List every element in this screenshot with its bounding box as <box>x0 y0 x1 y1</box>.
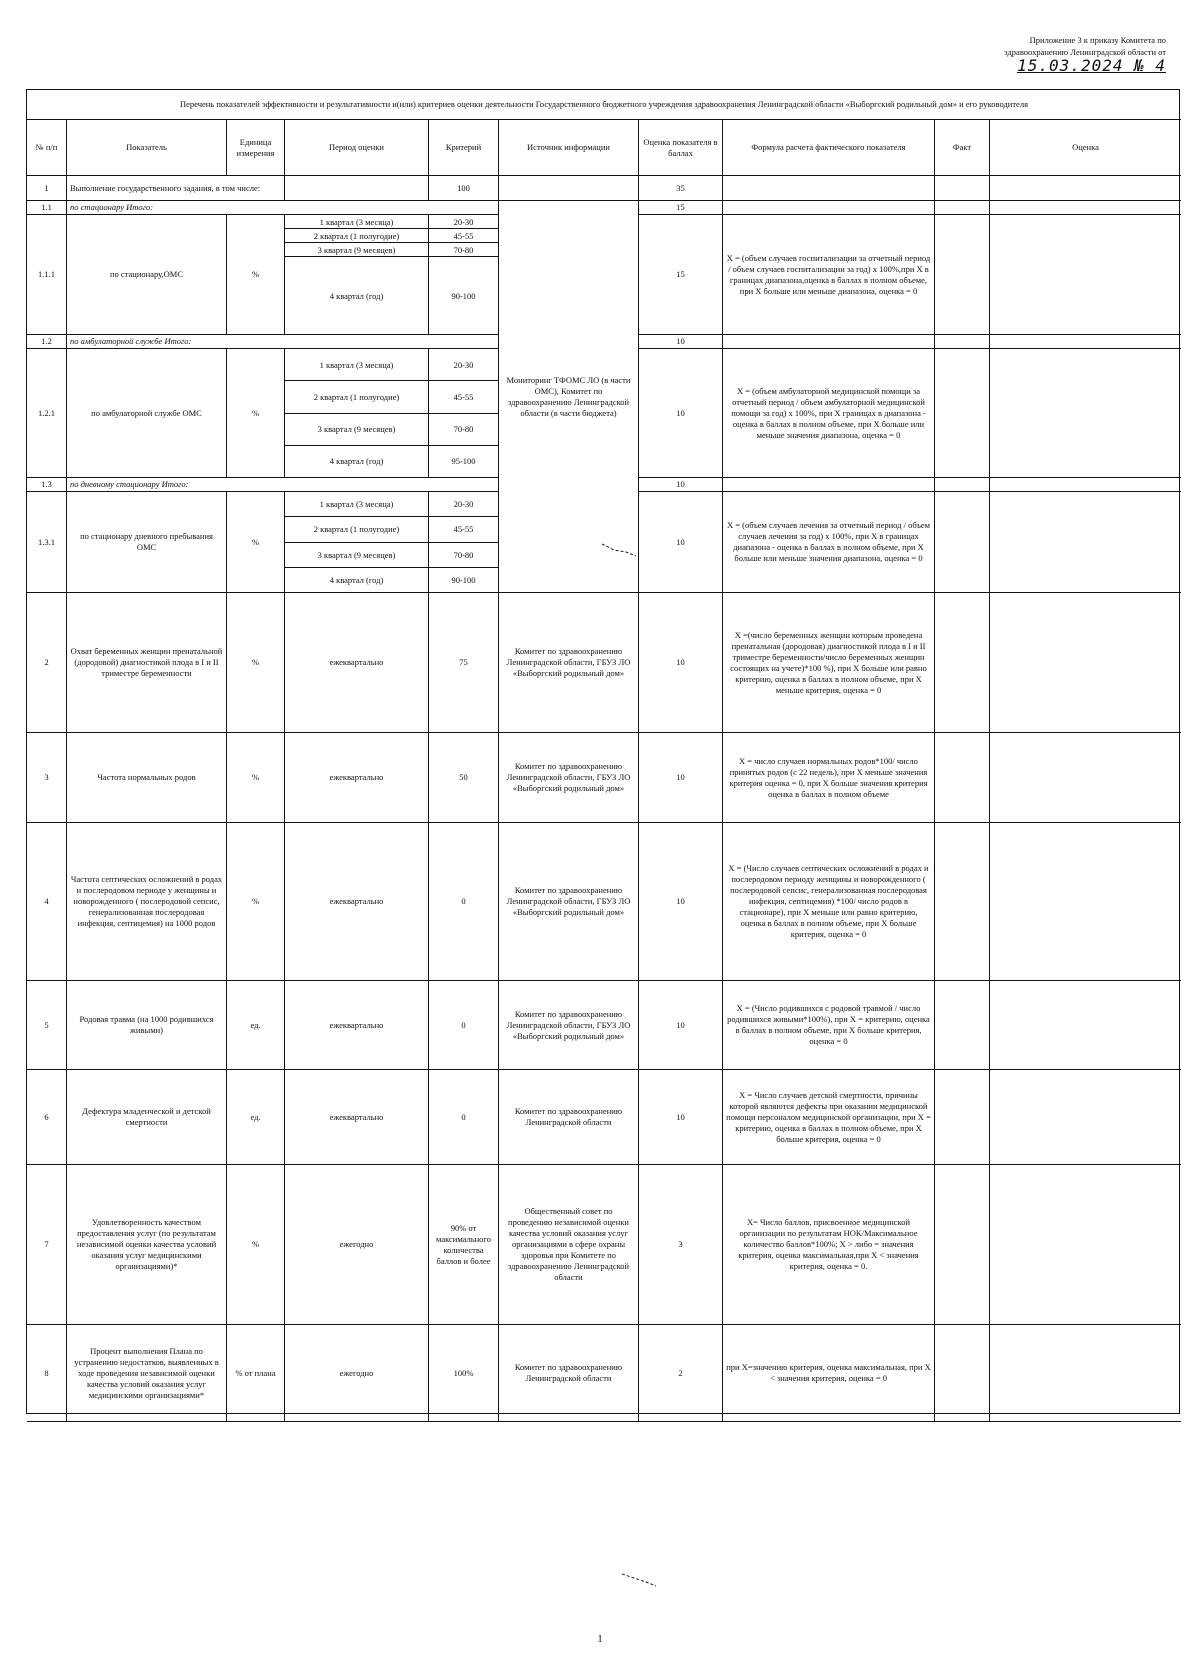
row6-criterion: 0 <box>429 1070 499 1165</box>
row13-score: 10 <box>639 478 723 492</box>
col-header-evaluation: Оценка <box>990 120 1181 176</box>
row111-formula: X = (объем случаев госпитализации за отчетный период / объем случаев госпитализации за год) x 100%,при X в границах диапазона,оценка в баллах в полном объеме, при X больше или меньше диапазона, оценка = 0 <box>723 215 935 335</box>
col-header-criterion: Критерий <box>429 120 499 176</box>
row131-criterion-4: 90-100 <box>451 574 476 585</box>
row1-criterion: 100 <box>429 176 499 201</box>
row12-formula <box>723 335 935 349</box>
row5-fact <box>935 981 990 1070</box>
row2-name: Охват беременных женщин пренатальной (дородовой) диагностикой плода в I и II триместре беременности <box>67 593 227 733</box>
header-line-1: Приложение 3 к приказу Комитета по <box>1029 35 1166 45</box>
row2-score: 10 <box>639 593 723 733</box>
header-date: 15.03.2024 № 4 <box>1017 56 1166 75</box>
row3-unit: % <box>227 733 285 823</box>
row111-name: по стационару,ОМС <box>67 215 227 335</box>
row4-formula: X = (Число случаев септических осложнений в родах и послеродовом периоду женщины и новорожденного ( послеродовой сепсис, генерализованная послеродовая инфекция, септицемия) *100/ число родов в стационаре), при X меньше или равно критерию, оценка в баллах в полном объеме, при X больше критерия, оценка = 0 <box>723 823 935 981</box>
row2-formula: X =(число беременных женщин которым проведена пренатальная (дородовая) диагностикой плода в I и II триместре беременности/число беременных женщин состоящих на учете)*100 %), при X больше или равно критерию, оценка в баллах в полном объеме, при X меньше критерия, оценка = 0 <box>723 593 935 733</box>
row2-num: 2 <box>27 593 67 733</box>
row6-period: ежеквартально <box>285 1070 429 1165</box>
row7-criterion: 90% от максимального количества баллов и более <box>429 1165 499 1325</box>
row121-period-3: 3 квартал (9 месяцев) <box>285 414 428 446</box>
document-header <box>1004 34 1166 74</box>
row6-evaluation <box>990 1070 1181 1165</box>
row131-period-4: 4 квартал (год) <box>329 574 384 585</box>
row121-criterion-3: 70-80 <box>429 414 498 446</box>
row11-name: по стационару Итого: <box>67 201 499 215</box>
row121-name: по амбулаторной службе ОМС <box>67 349 227 478</box>
row6-score: 10 <box>639 1070 723 1165</box>
row12-fact <box>935 335 990 349</box>
row121-criteria <box>429 349 499 478</box>
indicators-table <box>26 89 1180 1414</box>
row7-unit: % <box>227 1165 285 1325</box>
row1-formula <box>723 176 935 201</box>
row8-source: Комитет по здравоохранению Ленинградской области <box>499 1325 639 1422</box>
row131-periods <box>285 492 429 593</box>
row111-period-1: 1 квартал (3 месяца) <box>285 215 428 229</box>
row131-unit: % <box>227 492 285 593</box>
row3-score: 10 <box>639 733 723 823</box>
row4-name: Частота септических осложнений в родах и послеродовом периоде у женщины и новорожденного ( послеродовой сепсис, генерализованная послеродовая инфекция, септицемия) на 1000 родов <box>67 823 227 981</box>
row7-period: ежегодно <box>285 1165 429 1325</box>
row131-period-3: 3 квартал (9 месяцев) <box>285 543 428 568</box>
row8-criterion: 100% <box>429 1325 499 1422</box>
row111-criterion-2: 45-55 <box>429 229 498 243</box>
row11-evaluation <box>990 201 1181 215</box>
row1-name: Выполнение государственного задания, в том числе: <box>67 176 285 201</box>
row4-evaluation <box>990 823 1181 981</box>
row7-score: 3 <box>639 1165 723 1325</box>
row4-fact <box>935 823 990 981</box>
row3-formula: X = число случаев нормальных родов*100/ число принятых родов (с 22 недель), при X меньше значения критерия оценка = 0, при X больше значения критерия оценка в баллах в полном объеме <box>723 733 935 823</box>
row111-num: 1.1.1 <box>27 215 67 335</box>
pen-mark <box>600 540 640 560</box>
row111-criterion-1: 20-30 <box>429 215 498 229</box>
row121-period-1: 1 квартал (3 месяца) <box>285 349 428 381</box>
row111-criteria <box>429 215 499 335</box>
row111-period-3: 3 квартал (9 месяцев) <box>285 243 428 257</box>
row11-fact <box>935 201 990 215</box>
row121-evaluation <box>990 349 1181 478</box>
row13-num: 1.3 <box>27 478 67 492</box>
row3-criterion: 50 <box>429 733 499 823</box>
row111-unit: % <box>227 215 285 335</box>
row6-fact <box>935 1070 990 1165</box>
col-header-num: № п/п <box>27 120 67 176</box>
row6-formula: X = Число случаев детской смертности, причины которой являются дефекты при оказании медицинской помощи персоналом медицинской организации, при X = критерию, оценка в баллах в полном объеме, при X больше критерия, оценка = 0 <box>723 1070 935 1165</box>
row12-name: по амбулаторной службе Итого: <box>67 335 499 349</box>
row8-period: ежегодно <box>285 1325 429 1422</box>
row111-criterion-3: 70-80 <box>429 243 498 257</box>
row1-evaluation <box>990 176 1181 201</box>
row5-score: 10 <box>639 981 723 1070</box>
row2-fact <box>935 593 990 733</box>
pen-mark <box>620 1570 660 1590</box>
row8-unit: % от плана <box>227 1325 285 1422</box>
row5-unit: ед. <box>227 981 285 1070</box>
row131-name: по стационару дневного пребывания ОМС <box>67 492 227 593</box>
row3-fact <box>935 733 990 823</box>
col-header-formula: Формула расчета фактического показателя <box>723 120 935 176</box>
row8-formula: при X=значению критерия, оценка максимальная, при X < значения критерия, оценка = 0 <box>723 1325 935 1422</box>
row11-num: 1.1 <box>27 201 67 215</box>
row12-evaluation <box>990 335 1181 349</box>
row121-score: 10 <box>639 349 723 478</box>
row8-score: 2 <box>639 1325 723 1422</box>
row2-evaluation <box>990 593 1181 733</box>
row5-num: 5 <box>27 981 67 1070</box>
row6-num: 6 <box>27 1070 67 1165</box>
row5-name: Родовая травма (на 1000 родившихся живыми) <box>67 981 227 1070</box>
row7-fact <box>935 1165 990 1325</box>
row5-formula: X = (Число родившихся с родовой травмой / число родившихся живыми*100%), при X = критерию, оценка в баллах в полном объеме, при X больше критерия, оценка = 0 <box>723 981 935 1070</box>
row131-criterion-1: 20-30 <box>429 492 498 517</box>
row6-unit: ед. <box>227 1070 285 1165</box>
row4-num: 4 <box>27 823 67 981</box>
row121-num: 1.2.1 <box>27 349 67 478</box>
row1-fact <box>935 176 990 201</box>
row12-score: 10 <box>639 335 723 349</box>
row3-num: 3 <box>27 733 67 823</box>
row3-evaluation <box>990 733 1181 823</box>
row121-criterion-4: 95-100 <box>451 456 476 467</box>
table-title: Перечень показателей эффективности и результативности и(или) критериев оценки деятельности Государственного бюджетного учреждения здравоохранения Ленинградской области «Выборгский родильный дом» и его руководителя <box>27 90 1181 120</box>
row2-period: ежеквартально <box>285 593 429 733</box>
row4-unit: % <box>227 823 285 981</box>
row111-score: 15 <box>639 215 723 335</box>
row8-fact <box>935 1325 990 1422</box>
row8-num: 8 <box>27 1325 67 1422</box>
row7-formula: X= Число баллов, присвоенное медицинской организации по результатам НОК/Максимальное количество баллов*100%; X > либо = значения критерия, оценка максимальная,при X < значения критерия, оценка = 0. <box>723 1165 935 1325</box>
row4-source: Комитет по здравоохранению Ленинградской области, ГБУЗ ЛО «Выборгский родильный дом» <box>499 823 639 981</box>
row121-criterion-1: 20-30 <box>429 349 498 381</box>
col-header-period: Период оценки <box>285 120 429 176</box>
row1-score: 35 <box>639 176 723 201</box>
row131-fact <box>935 492 990 593</box>
row13-fact <box>935 478 990 492</box>
row7-name: Удовлетворенность качеством предоставления услуг (по результатам независимой оценки качества условий оказания услуг медицинскими организациями)* <box>67 1165 227 1325</box>
row13-name: по дневному стационару Итого: <box>67 478 499 492</box>
row121-period-4: 4 квартал (год) <box>329 456 384 467</box>
row111-evaluation <box>990 215 1181 335</box>
row2-source: Комитет по здравоохранению Ленинградской области, ГБУЗ ЛО «Выборгский родильный дом» <box>499 593 639 733</box>
row131-criteria <box>429 492 499 593</box>
row131-period-2: 2 квартал (1 полугодие) <box>285 517 428 542</box>
row11-score: 15 <box>639 201 723 215</box>
row2-unit: % <box>227 593 285 733</box>
col-header-unit: Единица измерения <box>227 120 285 176</box>
col-header-source: Источник информации <box>499 120 639 176</box>
row8-evaluation <box>990 1325 1181 1422</box>
row131-criterion-2: 45-55 <box>429 517 498 542</box>
row111-criterion-4: 90-100 <box>451 290 476 301</box>
row131-period-1: 1 квартал (3 месяца) <box>285 492 428 517</box>
header-line-2: здравоохранению Ленинградской области от <box>1004 47 1166 57</box>
row1-source <box>499 176 639 201</box>
row4-period: ежеквартально <box>285 823 429 981</box>
row111-fact <box>935 215 990 335</box>
row5-criterion: 0 <box>429 981 499 1070</box>
row6-source: Комитет по здравоохранению Ленинградской области <box>499 1070 639 1165</box>
row6-name: Дефектура младенческой и детской смертности <box>67 1070 227 1165</box>
row111-periods <box>285 215 429 335</box>
row13-formula <box>723 478 935 492</box>
row5-period: ежеквартально <box>285 981 429 1070</box>
row7-source: Общественный совет по проведению независимой оценки качества условий оказания услуг организациями в сфере охраны здоровья при Комитете по здравоохранению Ленинградской области <box>499 1165 639 1325</box>
row1-num: 1 <box>27 176 67 201</box>
row121-unit: % <box>227 349 285 478</box>
source-monitoring: Мониторинг ТФОМС ЛО (в части ОМС), Комитет по здравоохранению Ленинградской области (в части бюджета) <box>499 201 639 593</box>
row111-period-4: 4 квартал (год) <box>329 290 384 301</box>
row3-name: Частота нормальных родов <box>67 733 227 823</box>
row131-formula: X = (объем случаев лечения за отчетный период / объем случаев лечения за год) x 100%, при X в границах диапазона - оценка в баллах в полном объеме, при X больше или меньше значения диапазона, оценка = 0 <box>723 492 935 593</box>
row111-period-2: 2 квартал (1 полугодие) <box>285 229 428 243</box>
col-header-indicator: Показатель <box>67 120 227 176</box>
row1-period <box>285 176 429 201</box>
row12-num: 1.2 <box>27 335 67 349</box>
row131-score: 10 <box>639 492 723 593</box>
row8-name: Процент выполнения Плана по устранению недостатков, выявленных в ходе проведения независимой оценки качества условий оказания услуг медицинскими организациями* <box>67 1325 227 1422</box>
col-header-score: Оценка показателя в баллах <box>639 120 723 176</box>
row5-evaluation <box>990 981 1181 1070</box>
row121-criterion-2: 45-55 <box>429 381 498 413</box>
row5-source: Комитет по здравоохранению Ленинградской области, ГБУЗ ЛО «Выборгский родильный дом» <box>499 981 639 1070</box>
row131-evaluation <box>990 492 1181 593</box>
row2-criterion: 75 <box>429 593 499 733</box>
row3-period: ежеквартально <box>285 733 429 823</box>
row121-formula: X = (объем амбулаторной медицинской помощи за отчетный период / объем амбулаторной медицинской помощи за год) x 100%, при X границах в диапазона - оценка в баллах в полном объеме, при X больше или меньше значения диапазона, оценка = 0 <box>723 349 935 478</box>
row11-formula <box>723 201 935 215</box>
row7-evaluation <box>990 1165 1181 1325</box>
row121-period-2: 2 квартал (1 полугодие) <box>285 381 428 413</box>
row7-num: 7 <box>27 1165 67 1325</box>
row131-num: 1.3.1 <box>27 492 67 593</box>
col-header-fact: Факт <box>935 120 990 176</box>
row4-score: 10 <box>639 823 723 981</box>
row4-criterion: 0 <box>429 823 499 981</box>
row131-criterion-3: 70-80 <box>429 543 498 568</box>
row121-periods <box>285 349 429 478</box>
row121-fact <box>935 349 990 478</box>
row3-source: Комитет по здравоохранению Ленинградской области, ГБУЗ ЛО «Выборгский родильный дом» <box>499 733 639 823</box>
row13-evaluation <box>990 478 1181 492</box>
page-number: 1 <box>597 1633 603 1645</box>
